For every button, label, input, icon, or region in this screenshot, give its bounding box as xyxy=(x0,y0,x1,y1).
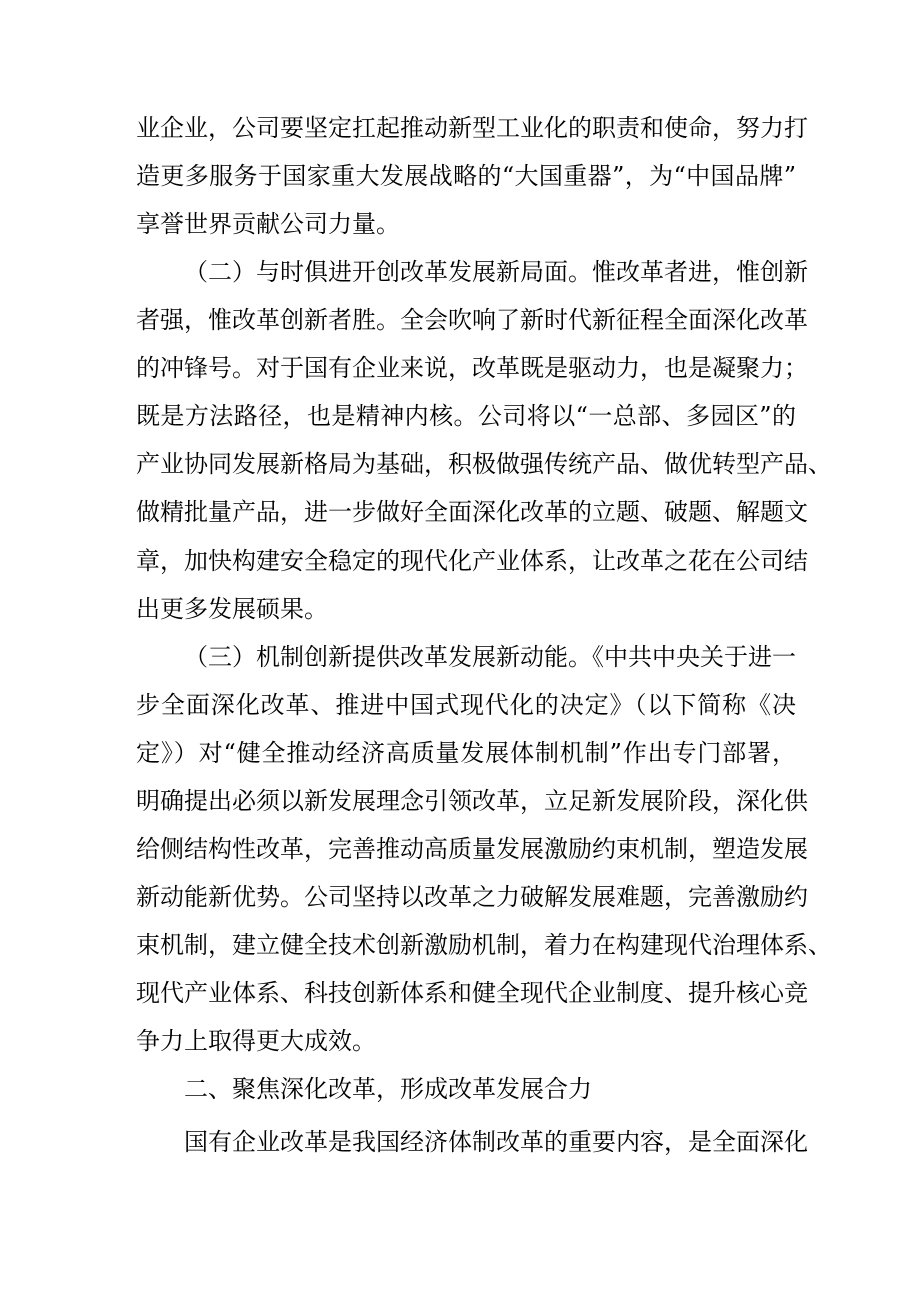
paragraph-1-line-1: 业企业，公司要坚定扛起推动新型工业化的职责和使命，努力打 xyxy=(136,114,808,142)
paragraph-2-line-4: 既是方法路径，也是精神内核。公司将以“一总部、多园区”的 xyxy=(136,402,796,430)
paragraph-2-line-7: 章，加快构建安全稳定的现代化产业体系，让改革之花在公司结 xyxy=(136,547,808,575)
paragraph-2-line-5: 产业协同发展新格局为基础，积极做强传统产品、做优转型产品、 xyxy=(136,450,832,478)
paragraph-2-line-6: 做精批量产品，进一步做好全面深化改革的立题、破题、解题文 xyxy=(136,498,808,526)
paragraph-3-line-5: 给侧结构性改革，完善推动高质量发展激励约束机制，塑造发展 xyxy=(136,835,808,863)
paragraph-1-line-3: 享誉世界贡献公司力量。 xyxy=(136,210,400,238)
paragraph-3-line-6: 新动能新优势。公司坚持以改革之力破解发展难题，完善激励约 xyxy=(136,883,808,911)
paragraph-3-line-1: （三）机制创新提供改革发展新动能。《中共中央关于进一 xyxy=(184,643,796,671)
paragraph-1-line-2: 造更多服务于国家重大发展战略的“大国重器”，为“中国品牌” xyxy=(136,162,796,190)
paragraph-3-line-4: 明确提出必须以新发展理念引领改革，立足新发展阶段，深化供 xyxy=(136,787,808,815)
paragraph-2-line-3: 的冲锋号。对于国有企业来说，改革既是驱动力，也是凝聚力； xyxy=(136,354,808,382)
section-heading: 二、聚焦深化改革，形成改革发展合力 xyxy=(184,1075,592,1103)
paragraph-3-line-3: 定》）对“健全推动经济高质量发展体制机制”作出专门部署， xyxy=(136,739,796,767)
paragraph-3-line-8: 现代产业体系、科技创新体系和健全现代企业制度、提升核心竞 xyxy=(136,979,808,1007)
paragraph-2-line-1: （二）与时俱进开创改革发展新局面。惟改革者进，惟创新 xyxy=(184,258,808,286)
paragraph-4-line-1: 国有企业改革是我国经济体制改革的重要内容，是全面深化 xyxy=(184,1128,808,1156)
paragraph-2-line-2: 者强，惟改革创新者胜。全会吹响了新时代新征程全面深化改革 xyxy=(136,306,808,334)
paragraph-3-line-2: 步全面深化改革、推进中国式现代化的决定》（以下简称《决 xyxy=(136,691,796,719)
paragraph-2-line-8: 出更多发展硕果。 xyxy=(136,595,328,623)
paragraph-3-line-7: 束机制，建立健全技术创新激励机制，着力在构建现代治理体系、 xyxy=(136,931,832,959)
paragraph-3-line-9: 争力上取得更大成效。 xyxy=(136,1027,376,1055)
